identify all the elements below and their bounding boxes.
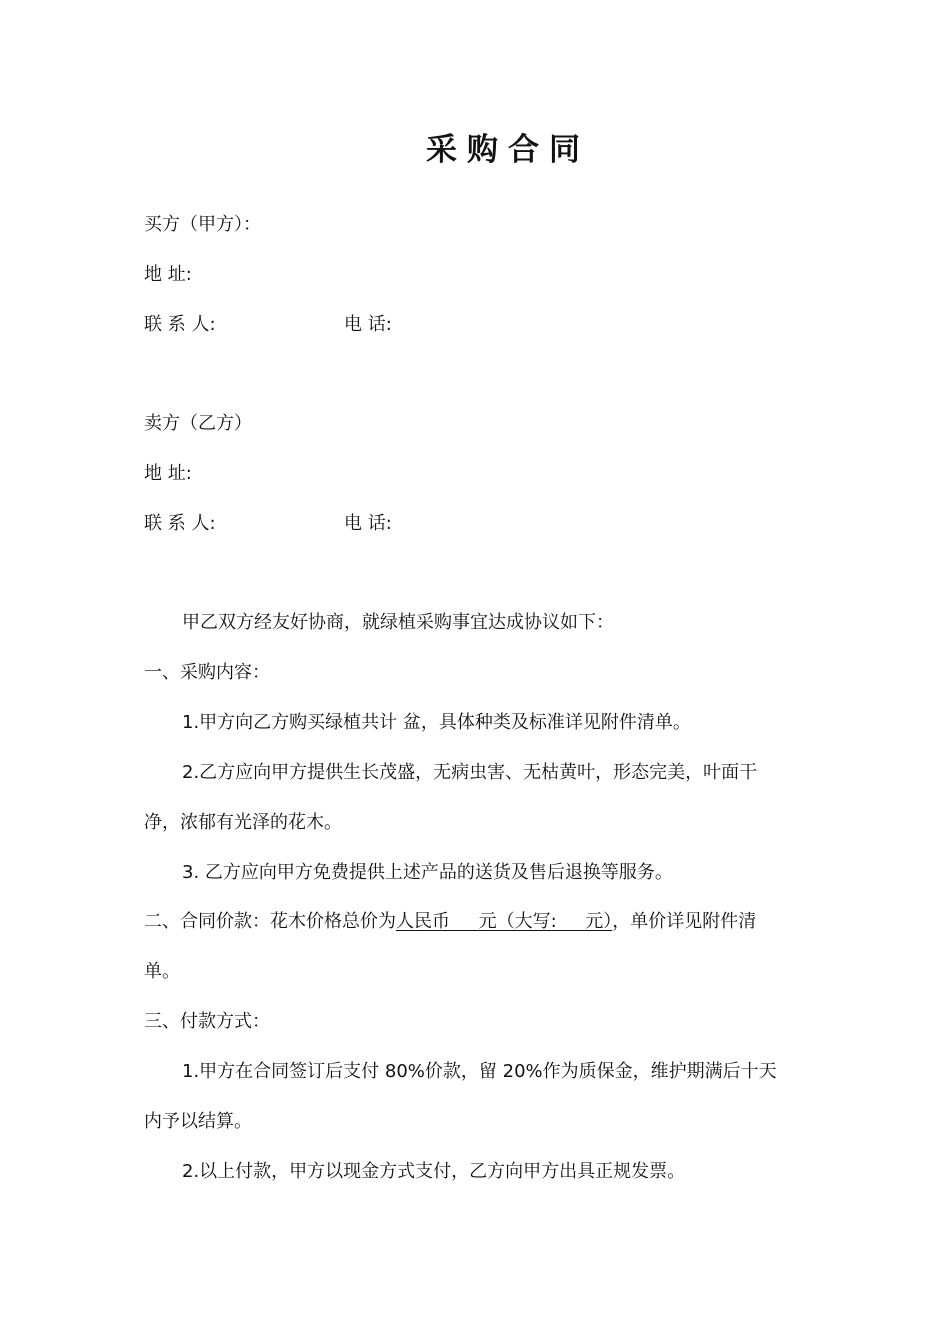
- section1-item2-line2: 净，浓郁有光泽的花木。: [144, 812, 342, 833]
- seller-contact: 联 系 人:: [144, 513, 216, 534]
- seller-address: 地 址:: [144, 463, 192, 484]
- section1-item3: 3. 乙方应向甲方免费提供上述产品的送货及售后退换等服务。: [182, 862, 673, 883]
- section3-item2: 2.以上付款，甲方以现金方式支付，乙方向甲方出具正规发票。: [182, 1161, 686, 1182]
- section1-heading: 一、采购内容：: [144, 662, 270, 683]
- buyer-label: 买方（甲方）：: [144, 214, 261, 235]
- section1-item1: 1.甲方向乙方购买绿植共计 盆，具体种类及标准详见附件清单。: [182, 712, 691, 733]
- seller-phone: 电 话:: [344, 513, 392, 534]
- buyer-contact: 联 系 人:: [144, 314, 216, 335]
- section2-line2: 单。: [144, 961, 180, 982]
- section2-suffix: ，单价详见附件清: [612, 911, 757, 932]
- buyer-address: 地 址:: [144, 264, 192, 285]
- section2-prefix: 二、合同价款：花木价格总价为: [144, 911, 396, 932]
- price-underlined: 人民币 元（大写: 元）: [396, 911, 613, 932]
- document-title: 采购合同: [426, 132, 590, 168]
- section3-heading: 三、付款方式：: [144, 1011, 270, 1032]
- section1-item2-line1: 2.乙方应向甲方提供生长茂盛，无病虫害、无枯黄叶，形态完美，叶面干: [182, 762, 758, 783]
- section2-line1: [144, 909, 756, 935]
- section3-item1-line1: 1.甲方在合同签订后支付 80%价款，留 20%作为质保金，维护期满后十天: [182, 1061, 777, 1082]
- buyer-phone: 电 话:: [344, 314, 392, 335]
- section3-item1-line2: 内予以结算。: [144, 1111, 252, 1132]
- seller-label: 卖方（乙方）: [144, 413, 252, 434]
- intro-paragraph: 甲乙双方经友好协商，就绿植采购事宜达成协议如下：: [182, 612, 614, 633]
